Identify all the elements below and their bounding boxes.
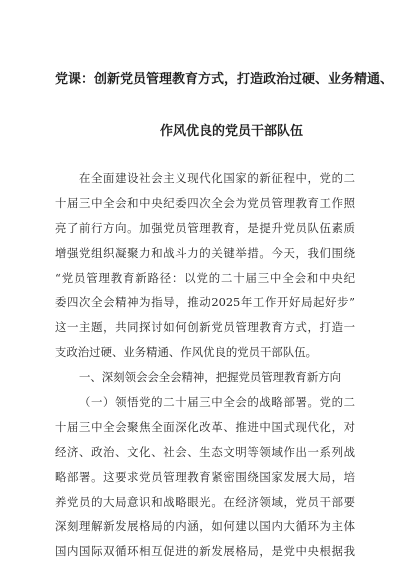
paragraph-line: （一）领悟党的二十届三中全会的战略部署。党的二: [79, 395, 355, 410]
paragraph-line: 略部署。这要求党员管理教育紧密围绕国家发展大局，培: [55, 469, 355, 484]
paragraph-line: 深刻理解新发展格局的内涵，如何建以国内大循环为主体: [55, 519, 355, 534]
paragraph-line: 这一主题，共同探讨如何创新党员管理教育方式，打造一: [55, 320, 355, 335]
section-heading: 一、深刻领会会全会精神，把握党员管理教育新方向: [79, 370, 341, 385]
paragraph-line: 委四次全会精神为指导，推动2025年工作开好局起好步”: [55, 295, 355, 310]
document-title-line-1: 党课：创新党员管理教育方式，打造政治过硬、业务精通、: [55, 72, 394, 87]
paragraph-line: 在全面建设社会主义现代化国家的新征程中，党的二: [79, 171, 355, 185]
paragraph-line: 经济、政治、文化、社会、生态文明等领域作出一系列战: [55, 444, 355, 459]
document-body: [55, 166, 355, 564]
paragraph-line: 十届三中全会和中央纪委四次全会为党员管理教育工作照: [55, 195, 355, 210]
paragraph-line: 亮了前行方向。加强党员管理教育，是提升党员队伍素质: [55, 220, 355, 235]
paragraph-line: 支政治过硬、业务精通、作风优良的党员干部队伍。: [55, 345, 317, 360]
paragraph-line: “党员管理教育新路径：以党的二十届三中全会和中央纪: [55, 270, 355, 285]
paragraph-line: 国内国际双循环相互促进的新发展格局，是党中央根据我: [55, 544, 355, 559]
document-title-line-2: 作风优良的党员干部队伍: [160, 124, 304, 139]
paragraph-line: 十届三中全会聚焦全面深化改革、推进中国式现代化，对: [55, 419, 355, 434]
paragraph-line: 增强党组织凝聚力和战斗力的关键举措。今天，我们围绕: [55, 245, 355, 260]
paragraph-line: 养党员的大局意识和战略眼光。在经济领域，党员干部要: [55, 494, 355, 509]
